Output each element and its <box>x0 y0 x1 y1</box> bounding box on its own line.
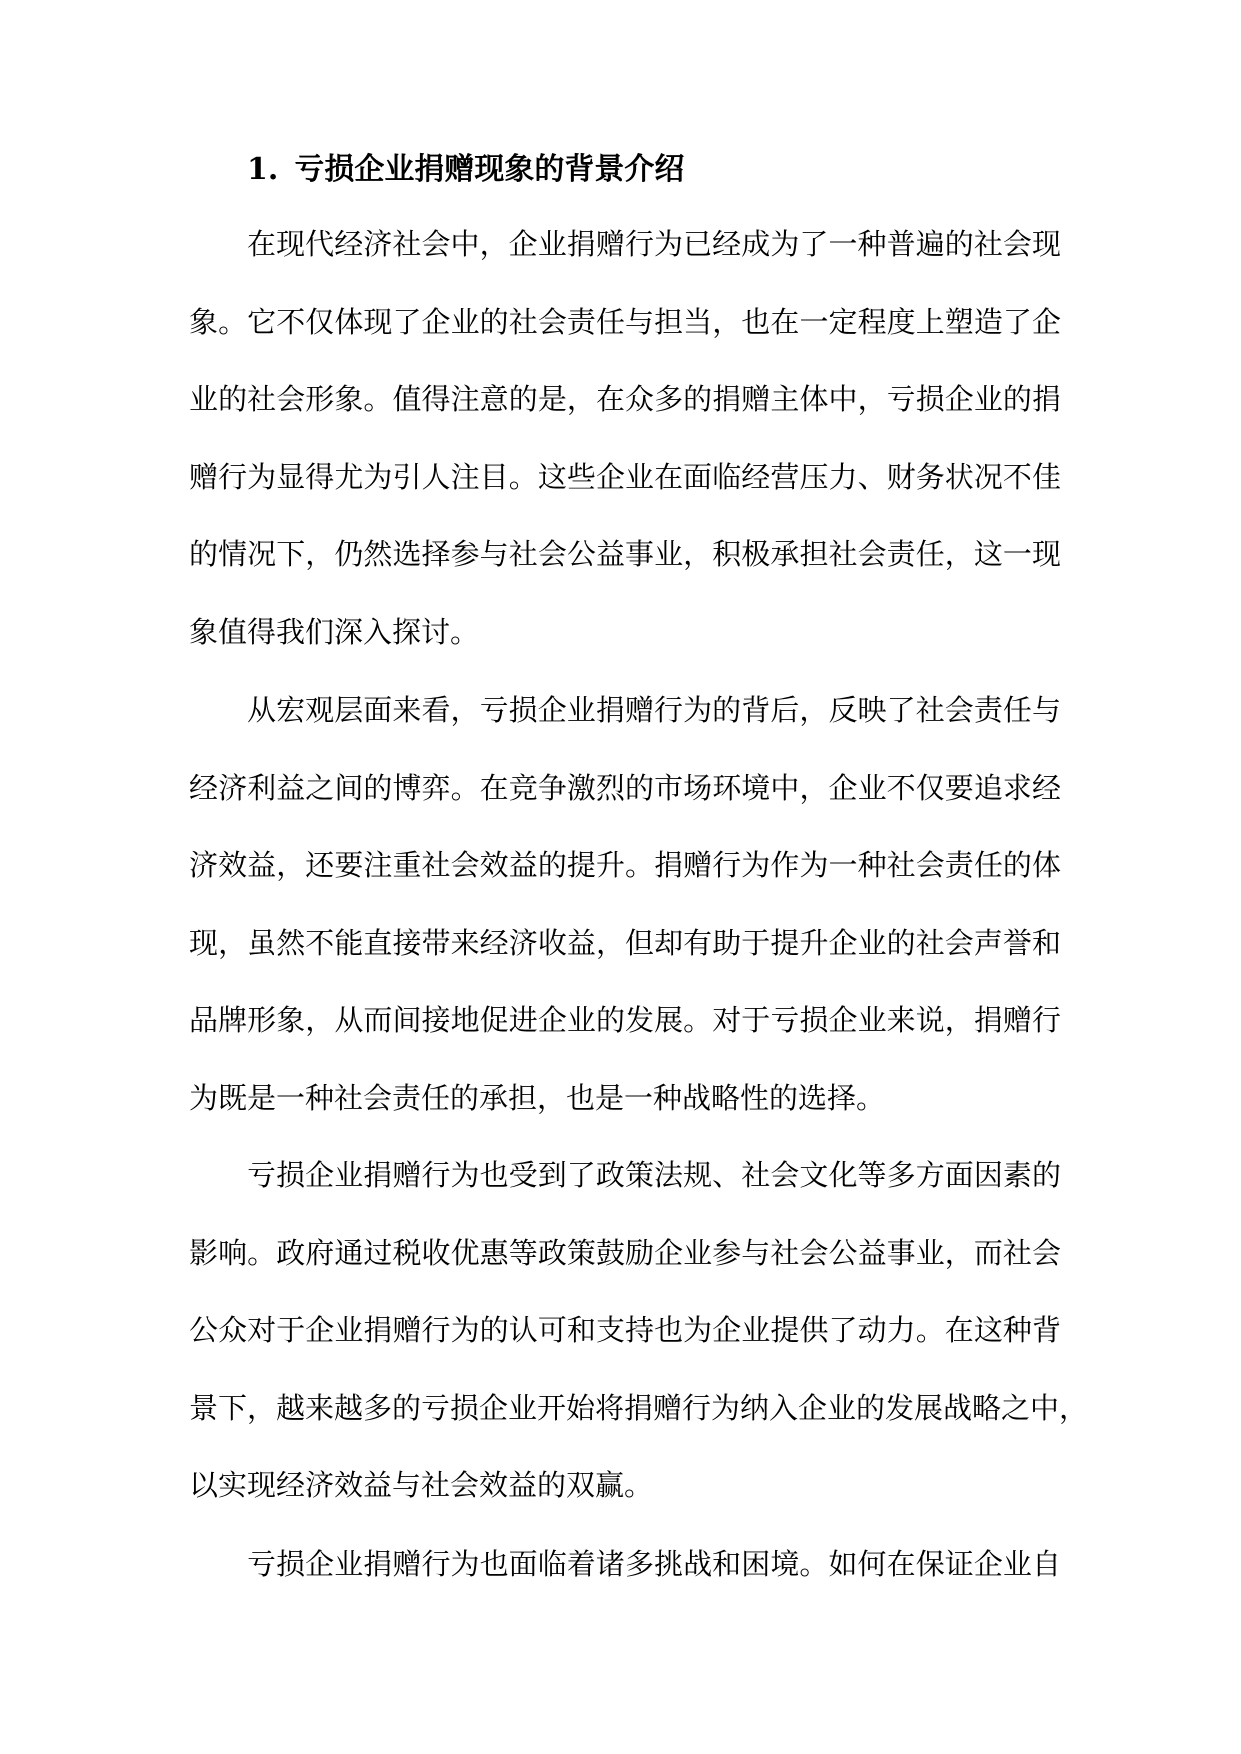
paragraph-2 <box>189 672 1061 1138</box>
paragraph-line: 经济利益之间的博弈。在竞争激烈的市场环境中，企业不仅要追求经 <box>189 770 1061 805</box>
paragraph-line: 赠行为显得尤为引人注目。这些企业在面临经营压力、财务状况不佳 <box>189 459 1061 494</box>
paragraph-line: 济效益，还要注重社会效益的提升。捐赠行为作为一种社会责任的体 <box>189 848 1061 883</box>
paragraph-4 <box>189 1526 1061 1604</box>
paragraph-line: 以实现经济效益与社会效益的双赢。 <box>189 1468 654 1503</box>
paragraph-line: 象值得我们深入探讨。 <box>189 614 480 649</box>
paragraph-line: 品牌形象，从而间接地促进企业的发展。对于亏损企业来说，捐赠行 <box>189 1003 1061 1038</box>
paragraph-line: 景下，越来越多的亏损企业开始将捐赠行为纳入企业的发展战略之中， <box>189 1390 1089 1425</box>
paragraph-1 <box>189 206 1061 672</box>
paragraph-line: 公众对于企业捐赠行为的认可和支持也为企业提供了动力。在这种背 <box>189 1313 1061 1348</box>
paragraph-line: 亏损企业捐赠行为也受到了政策法规、社会文化等多方面因素的 <box>247 1158 1061 1192</box>
paragraph-line: 从宏观层面来看，亏损企业捐赠行为的背后，反映了社会责任与 <box>247 693 1061 727</box>
section-heading <box>247 148 684 192</box>
paragraph-line: 业的社会形象。值得注意的是，在众多的捐赠主体中，亏损企业的捐 <box>189 382 1061 417</box>
paragraph-line: 影响。政府通过税收优惠等政策鼓励企业参与社会公益事业，而社会 <box>189 1235 1061 1270</box>
paragraph-line: 为既是一种社会责任的承担，也是一种战略性的选择。 <box>189 1080 886 1115</box>
section-number: 1. <box>247 152 279 187</box>
paragraph-line: 象。它不仅体现了企业的社会责任与担当，也在一定程度上塑造了企 <box>189 304 1061 339</box>
paragraph-line: 现，虽然不能直接带来经济收益，但却有助于提升企业的社会声誉和 <box>189 925 1061 960</box>
paragraph-line: 在现代经济社会中，企业捐赠行为已经成为了一种普遍的社会现 <box>247 227 1061 261</box>
paragraph-line: 亏损企业捐赠行为也面临着诸多挑战和困境。如何在保证企业自 <box>247 1547 1061 1581</box>
section-title: 亏损企业捐赠现象的背景介绍 <box>294 152 685 187</box>
paragraph-3 <box>189 1137 1089 1525</box>
paragraph-line: 的情况下，仍然选择参与社会公益事业，积极承担社会责任，这一现 <box>189 537 1061 572</box>
